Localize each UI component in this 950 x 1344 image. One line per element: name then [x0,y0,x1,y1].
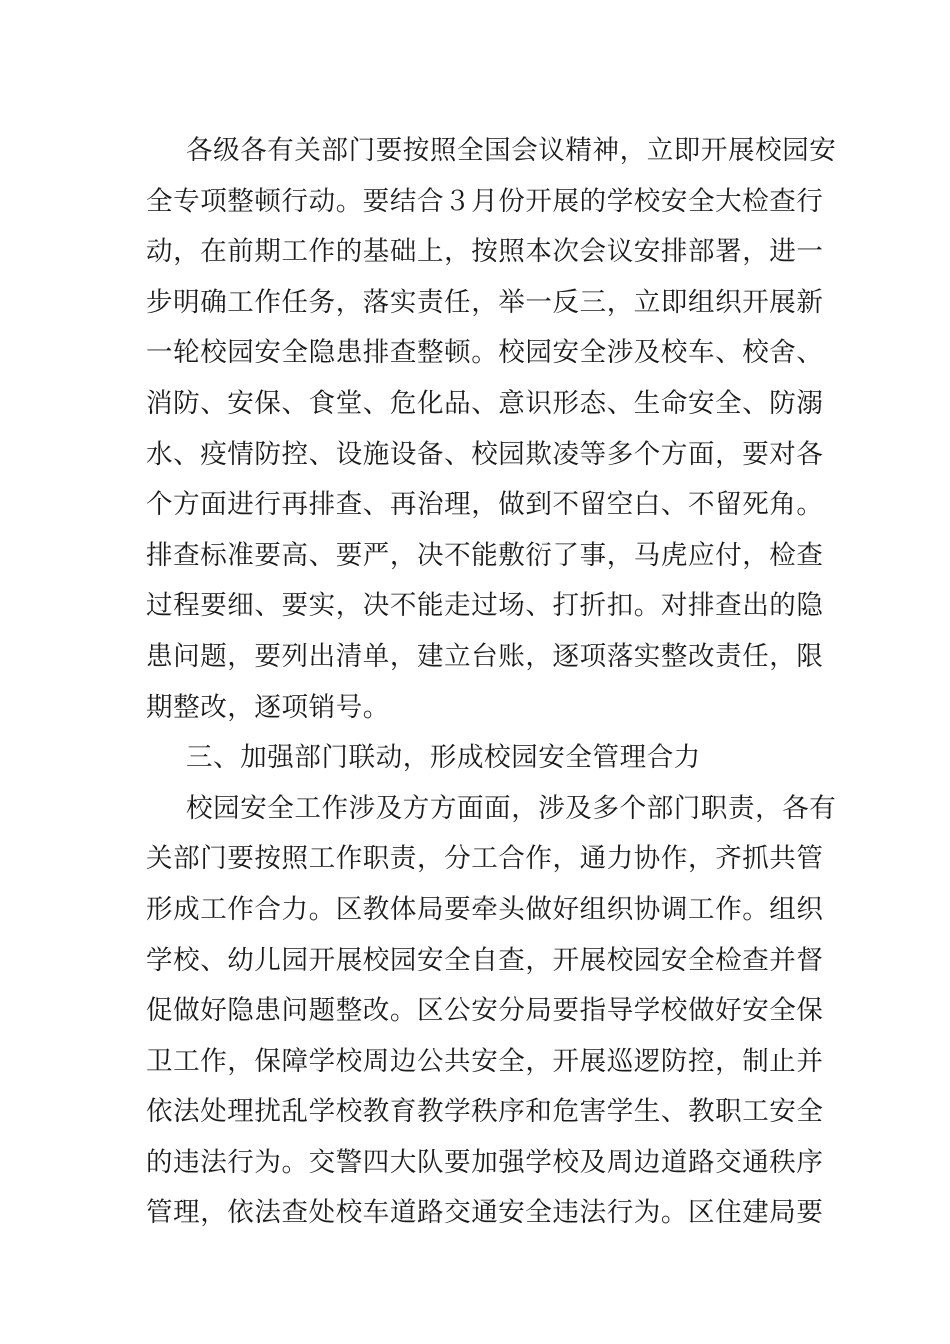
text-line: 患问题，要列出清单，建立台账，逐项落实整改责任，限 [146,640,824,672]
text-line: 全专项整顿行动。要结合３月份开展的学校安全大检查行 [146,185,824,217]
text-line: 卫工作，保障学校周边公共安全，开展巡逻防控，制止并 [146,1045,824,1077]
text-line: 关部门要按照工作职责，分工合作，通力协作，齐抓共管 [146,843,824,875]
text-line: 步明确工作任务，落实责任，举一反三，立即组织开展新 [146,286,824,318]
text-line: 个方面进行再排查、再治理，做到不留空白、不留死角。 [146,489,824,521]
text-line: 校园安全工作涉及方方面面，涉及多个部门职责，各有 [186,792,837,824]
text-line: 各级各有关部门要按照全国会议精神，立即开展校园安 [186,135,837,166]
paragraph-1 [146,126,837,733]
text-line: 学校、幼儿园开展校园安全自查，开展校园安全检查并督 [146,944,824,976]
heading-line: 三、加强部门联动，形成校园安全管理合力 [186,742,701,774]
text-line: 动，在前期工作的基础上，按照本次会议安排部署，进一 [146,236,824,268]
document-body [146,126,837,1239]
text-line: 一轮校园安全隐患排查整顿。校园安全涉及校车、校舍、 [146,337,824,369]
text-line: 消防、安保、食堂、危化品、意识形态、生命安全、防溺 [146,387,824,419]
text-line: 促做好隐患问题整改。区公安分局要指导学校做好安全保 [146,995,824,1027]
text-line: 期整改，逐项销号。 [146,691,390,723]
text-line: 排查标准要高、要严，决不能敷衍了事，马虎应付，检查 [146,539,824,571]
text-line: 过程要细、要实，决不能走过场、打折扣。对排查出的隐 [146,590,824,622]
section-heading [146,733,806,784]
text-line: 的违法行为。交警四大队要加强学校及周边道路交通秩序 [146,1146,824,1178]
paragraph-2 [146,784,837,1239]
text-line: 形成工作合力。区教体局要牵头做好组织协调工作。组织 [146,893,824,925]
text-line: 依法处理扰乱学校教育教学秩序和危害学生、教职工安全 [146,1096,824,1128]
text-line: 管理，依法查处校车道路交通安全违法行为。区住建局要 [146,1197,824,1229]
text-line: 水、疫情防控、设施设备、校园欺凌等多个方面，要对各 [146,438,824,470]
